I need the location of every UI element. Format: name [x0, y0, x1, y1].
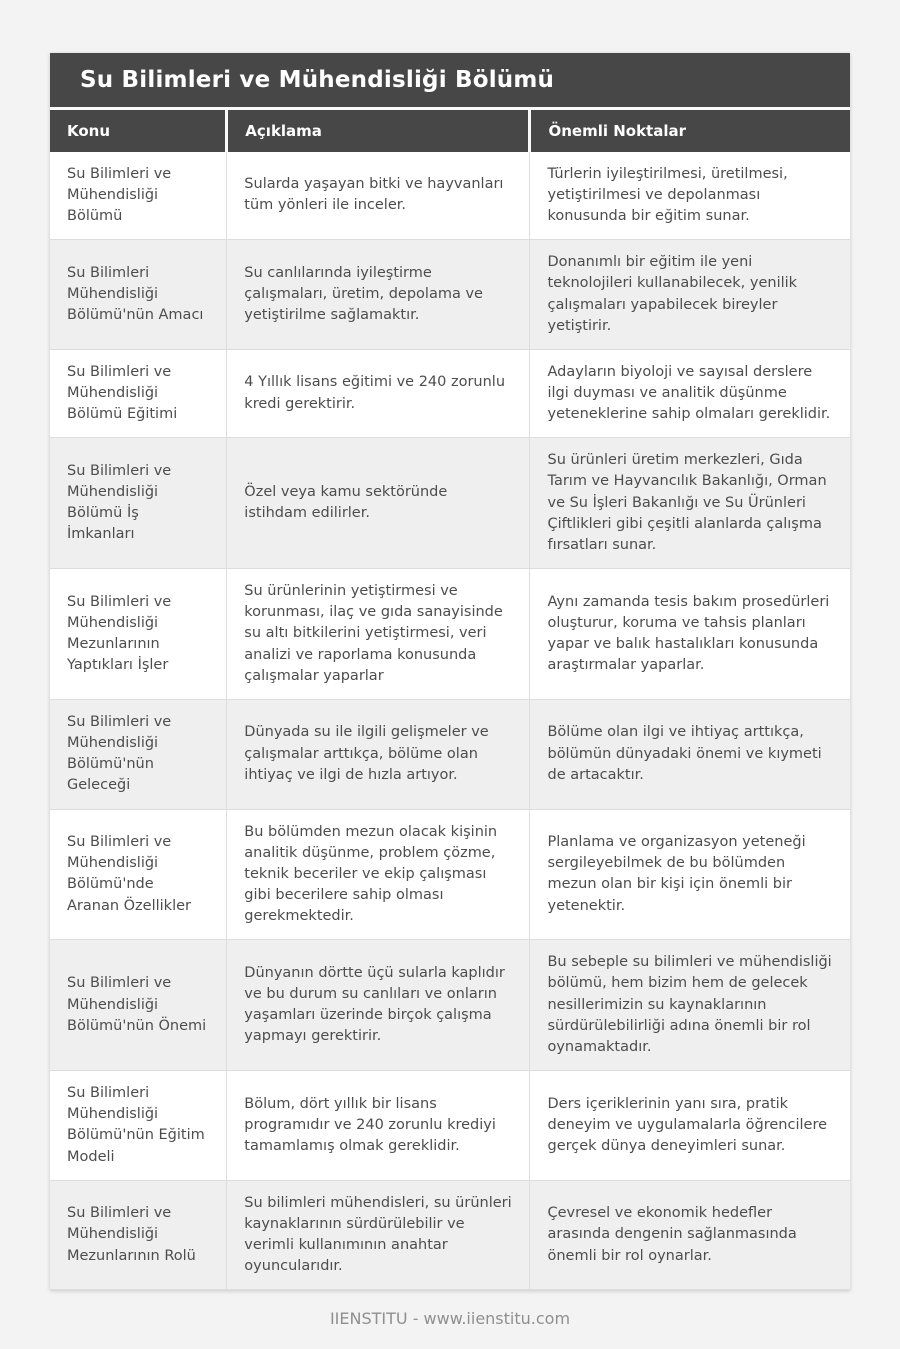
- cell-description: Bölum, dört yıllık bir lisans programıdır ve 240 zorunlu krediyi tamamlamış olmak gereklidir.: [227, 1071, 530, 1181]
- table-body: [50, 152, 850, 1290]
- cell-description: Su bilimleri mühendisleri, su ürünleri kaynaklarının sürdürülebilir ve verimli kullanımının anahtar oyuncularıdır.: [227, 1180, 530, 1290]
- table-row: [50, 940, 850, 1071]
- footer-credit: IIENSTITU - www.iienstitu.com: [329, 1309, 571, 1329]
- cell-description: Bu bölümden mezun olacak kişinin analitik düşünme, problem çözme, teknik beceriler ve ekip çalışması gibi becerilere sahip olması gerekmektedir.: [227, 809, 530, 940]
- cell-description: Özel veya kamu sektöründe istihdam edilirler.: [227, 438, 530, 569]
- table-row: [50, 809, 850, 940]
- cell-key-points: Donanımlı bir eğitim ile yeni teknolojileri kullanabilecek, yenilik çalışmaları yapabilecek bireyler yetiştirir.: [530, 240, 850, 350]
- cell-description: Dünyanın dörtte üçü sularla kaplıdır ve bu durum su canlıları ve onların yaşamları üzerinde birçok çalışma yapmayı gerektirir.: [227, 940, 530, 1071]
- column-header-key-points: Önemli Noktalar: [530, 110, 850, 152]
- cell-key-points: Türlerin iyileştirilmesi, üretilmesi, yetiştirilmesi ve depolanması konusunda bir eğitim sunar.: [530, 152, 850, 240]
- cell-key-points: Çevresel ve ekonomik hedefler arasında dengenin sağlanmasında önemli bir rol oynarlar.: [530, 1180, 850, 1290]
- cell-topic: Su Bilimleri ve Mühendisliği Bölümü: [50, 152, 227, 240]
- cell-topic: Su Bilimleri Mühendisliği Bölümü'nün Amacı: [50, 240, 227, 350]
- column-header-description: Açıklama: [227, 110, 530, 152]
- title-bar: [50, 53, 850, 110]
- cell-key-points: Bölüme olan ilgi ve ihtiyaç arttıkça, bölümün dünyadaki önemi ve kıymeti de artacaktır.: [530, 699, 850, 809]
- page-title: Su Bilimleri ve Mühendisliği Bölümü: [80, 67, 555, 93]
- cell-description: 4 Yıllık lisans eğitimi ve 240 zorunlu kredi gerektirir.: [227, 349, 530, 437]
- table-header: [50, 110, 850, 152]
- cell-description: Sularda yaşayan bitki ve hayvanları tüm yönleri ile inceler.: [227, 152, 530, 240]
- cell-key-points: Bu sebeple su bilimleri ve mühendisliği bölümü, hem bizim hem de gelecek nesillerimizin su kaynaklarının sürdürülebilirliği adına önemli bir rol oynamaktadır.: [530, 940, 850, 1071]
- column-header-topic: Konu: [50, 110, 227, 152]
- cell-description: Su canlılarında iyileştirme çalışmaları, üretim, depolama ve yetiştirilme sağlamaktır.: [227, 240, 530, 350]
- cell-description: Su ürünlerinin yetiştirmesi ve korunması, ilaç ve gıda sanayisinde su altı bitkilerini yetiştirmesi, veri analizi ve raporlama konusunda çalışmalar yaparlar: [227, 569, 530, 700]
- cell-key-points: Planlama ve organizasyon yeteneği sergileyebilmek de bu bölümden mezun olan bir kişi için önemli bir yetenektir.: [530, 809, 850, 940]
- table-row: [50, 699, 850, 809]
- cell-topic: Su Bilimleri ve Mühendisliği Bölümü Eğitimi: [50, 349, 227, 437]
- cell-key-points: Su ürünleri üretim merkezleri, Gıda Tarım ve Hayvancılık Bakanlığı, Orman ve Su İşleri Bakanlığı ve Su Ürünleri Çiftlikleri gibi çeşitli alanlarda çalışma fırsatları sunar.: [530, 438, 850, 569]
- table-row: [50, 1071, 850, 1181]
- cell-description: Dünyada su ile ilgili gelişmeler ve çalışmalar arttıkça, bölüme olan ihtiyaç ve ilgi de hızla artıyor.: [227, 699, 530, 809]
- info-table: [50, 110, 850, 1291]
- cell-key-points: Ders içeriklerinin yanı sıra, pratik deneyim ve uygulamalarla öğrencilere gerçek dünya deneyimleri sunar.: [530, 1071, 850, 1181]
- cell-topic: Su Bilimleri ve Mühendisliği Mezunlarının Yaptıkları İşler: [50, 569, 227, 700]
- table-row: [50, 1180, 850, 1290]
- table-header-row: [50, 110, 850, 152]
- cell-topic: Su Bilimleri ve Mühendisliği Bölümü'nün Önemi: [50, 940, 227, 1071]
- cell-key-points: Adayların biyoloji ve sayısal derslere ilgi duyması ve analitik düşünme yeteneklerine sahip olmaları gereklidir.: [530, 349, 850, 437]
- table-row: [50, 438, 850, 569]
- cell-topic: Su Bilimleri ve Mühendisliği Bölümü'nde Aranan Özellikler: [50, 809, 227, 940]
- cell-topic: Su Bilimleri ve Mühendisliği Bölümü İş İmkanları: [50, 438, 227, 569]
- table-row: [50, 349, 850, 437]
- table-row: [50, 240, 850, 350]
- cell-topic: Su Bilimleri ve Mühendisliği Bölümü'nün Geleceği: [50, 699, 227, 809]
- cell-topic: Su Bilimleri ve Mühendisliği Mezunlarının Rolü: [50, 1180, 227, 1290]
- table-row: [50, 569, 850, 700]
- content-card: [50, 53, 850, 1290]
- table-row: [50, 152, 850, 240]
- cell-key-points: Aynı zamanda tesis bakım prosedürleri oluşturur, koruma ve tahsis planları yapar ve balık hastalıkları konusunda araştırmalar yaparlar.: [530, 569, 850, 700]
- cell-topic: Su Bilimleri Mühendisliği Bölümü'nün Eğitim Modeli: [50, 1071, 227, 1181]
